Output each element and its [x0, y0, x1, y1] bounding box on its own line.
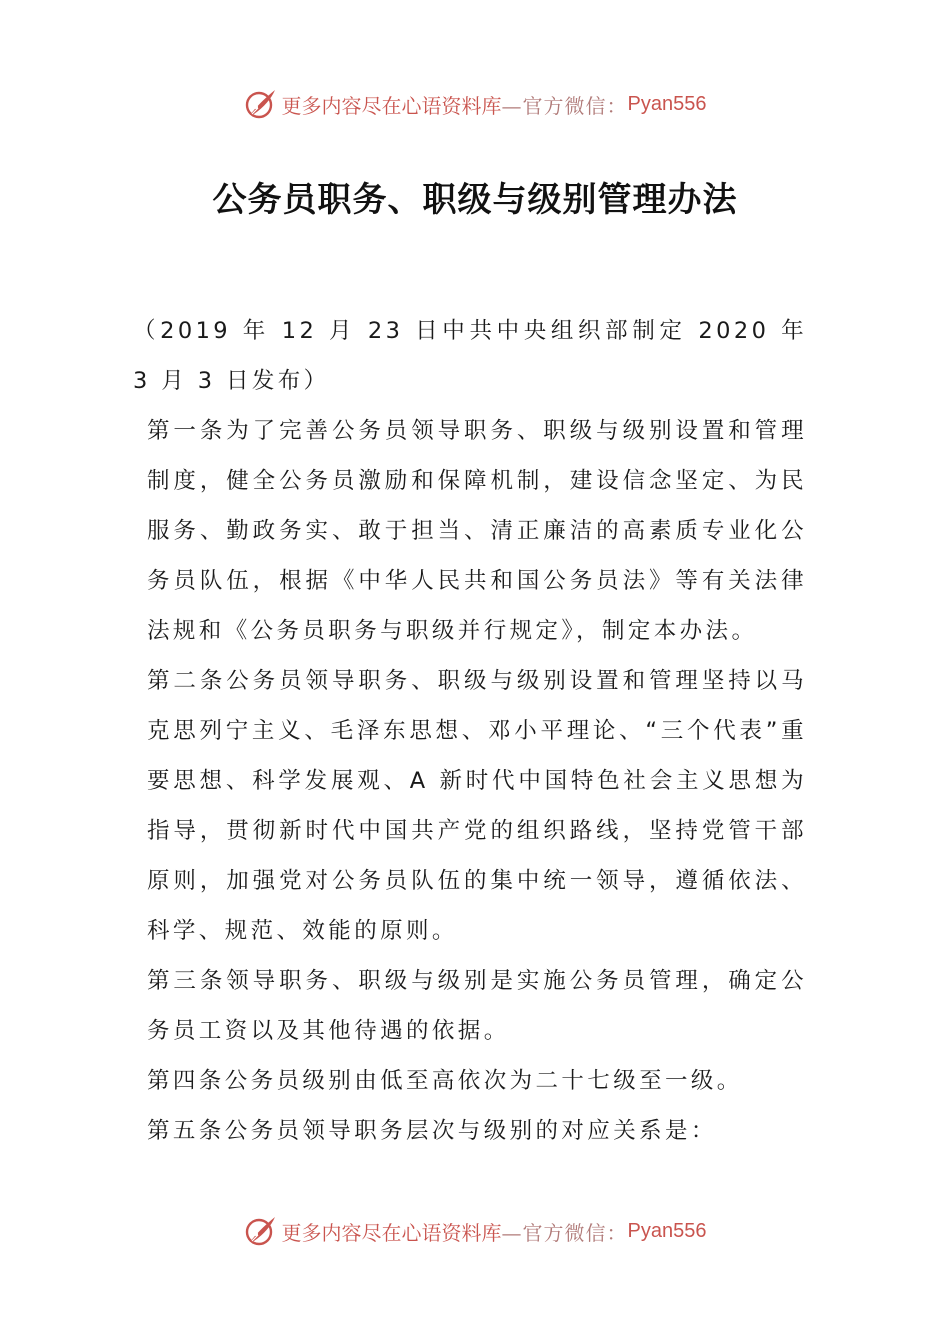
document-title: 公务员职务、职级与级别管理办法 [212, 180, 738, 220]
article-5: 第五条公务员领导职务层次与级别的对应关系是： [147, 1118, 717, 1144]
watermark-wechat-label: —官方微信： [501, 93, 628, 118]
watermark-banner-top [0, 84, 950, 124]
article-1: 第一条为了完善公务员领导职务、职级与级别设置和管理制度，健全公务员激励和保障机制，建设信念坚定、为民服务、勤政务实、敢于担当、清正廉洁的高素质专业化公务员队伍，根据《中华人民共和国公务员法》等有关法律法规和《公务员职务与职级并行规定》，制定本办法。 [147, 418, 807, 644]
quill-logo-icon [244, 1214, 278, 1248]
document-subtitle: （2019 年 12 月 23 日中共中央组织部制定 2020 年 3 月 3 日发布） [133, 318, 807, 394]
article-3: 第三条领导职务、职级与级别是实施公务员管理，确定公务员工资以及其他待遇的依据。 [147, 968, 807, 1044]
article-2: 第二条公务员领导职务、职级与级别设置和管理坚持以马克思列宁主义、毛泽东思想、邓小平理论、“三个代表”重要思想、科学发展观、A 新时代中国特色社会主义思想为指导，贯彻新时代中国共产党的组织路线，坚持党管干部原则，加强党对公务员队伍的集中统一领导，遵循依法、科学、规范、效能的原则。 [147, 668, 807, 944]
article-4: 第四条公务员级别由低至高依次为二十七级至一级。 [147, 1068, 743, 1094]
watermark-site-text: 更多内容尽在心语资料库 [281, 1220, 502, 1245]
watermark-banner-bottom [0, 1211, 950, 1251]
watermark-wechat-id: Pyan556 [627, 1219, 707, 1242]
watermark-site-text: 更多内容尽在心语资料库 [281, 93, 502, 118]
document-body [133, 306, 807, 1156]
watermark-wechat-label: —官方微信： [501, 1220, 628, 1245]
quill-logo-icon [244, 87, 278, 121]
watermark-wechat-id: Pyan556 [627, 92, 707, 115]
